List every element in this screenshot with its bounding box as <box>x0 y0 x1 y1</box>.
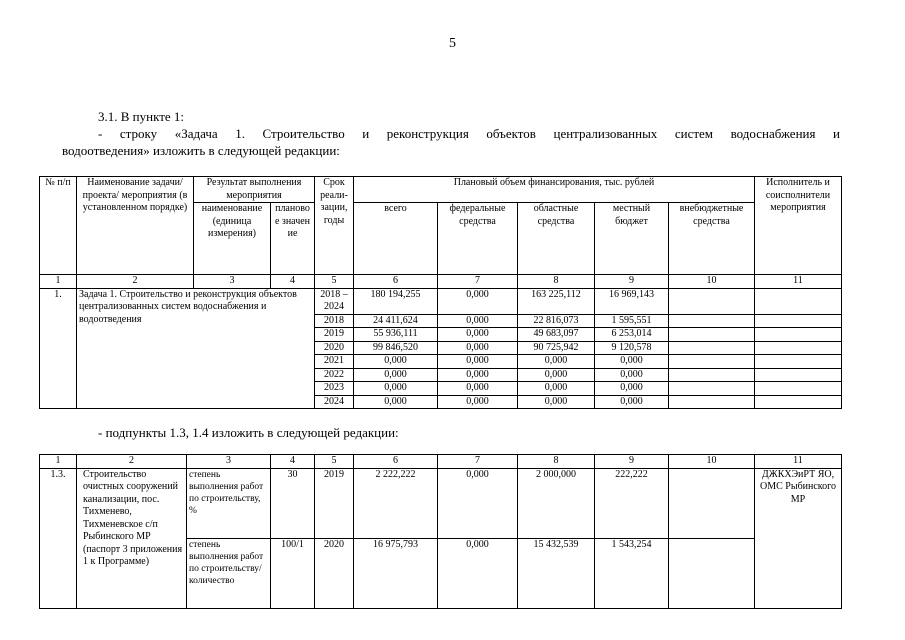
extra-cell <box>669 395 755 409</box>
col-number: 8 <box>518 455 595 469</box>
header-num: № п/п <box>40 177 77 275</box>
term-cell: 2020 <box>315 538 354 608</box>
table-row <box>40 288 842 314</box>
local-cell: 16 969,143 <box>595 288 669 314</box>
col-number: 3 <box>194 275 271 289</box>
planned-value-cell: 30 <box>271 468 315 538</box>
executor-cell <box>755 382 842 396</box>
federal-cell: 0,000 <box>438 314 518 328</box>
total-cell: 55 936,111 <box>354 328 438 342</box>
extra-cell <box>669 355 755 369</box>
regional-cell: 15 432,539 <box>518 538 595 608</box>
regional-cell: 0,000 <box>518 395 595 409</box>
column-number-row <box>40 455 842 469</box>
header-executor: Исполнитель и соисполнители мероприятия <box>755 177 842 275</box>
col-number: 10 <box>669 275 755 289</box>
federal-cell: 0,000 <box>438 328 518 342</box>
total-cell: 99 846,520 <box>354 341 438 355</box>
header-result-name: наименование (единица измерения) <box>194 203 271 275</box>
extra-cell <box>669 382 755 396</box>
indicator-cell: степень выполнения работ по строительству, % <box>187 468 271 538</box>
extra-cell <box>669 538 755 608</box>
term-cell: 2021 <box>315 355 354 369</box>
total-cell: 0,000 <box>354 368 438 382</box>
col-number: 10 <box>669 455 755 469</box>
federal-cell: 0,000 <box>438 368 518 382</box>
header-result-planned: плановое значение <box>271 203 315 275</box>
task-number: 1. <box>40 288 77 409</box>
regional-cell: 22 816,073 <box>518 314 595 328</box>
task-name: Задача 1. Строительство и реконструкция объектов централизованных систем водоснабжения и водоотведения <box>77 288 315 409</box>
col-number: 6 <box>354 455 438 469</box>
header-regional: областные средства <box>518 203 595 275</box>
regional-cell: 0,000 <box>518 368 595 382</box>
local-cell: 0,000 <box>595 382 669 396</box>
col-number: 9 <box>595 275 669 289</box>
regional-cell: 2 000,000 <box>518 468 595 538</box>
table-row <box>40 468 842 538</box>
col-number: 6 <box>354 275 438 289</box>
indicator-cell: степень выполнения работ по строительству/ количество <box>187 538 271 608</box>
regional-cell: 163 225,112 <box>518 288 595 314</box>
regional-cell: 90 725,942 <box>518 341 595 355</box>
extra-cell <box>669 341 755 355</box>
federal-cell: 0,000 <box>438 382 518 396</box>
page-number: 5 <box>449 36 456 51</box>
col-number: 11 <box>755 455 842 469</box>
header-federal: федеральные средства <box>438 203 518 275</box>
local-cell: 1 595,551 <box>595 314 669 328</box>
regional-cell: 0,000 <box>518 382 595 396</box>
term-cell: 2019 <box>315 468 354 538</box>
financing-table <box>39 176 842 409</box>
extra-cell <box>669 368 755 382</box>
term-cell: 2020 <box>315 341 354 355</box>
term-cell: 2024 <box>315 395 354 409</box>
federal-cell: 0,000 <box>438 395 518 409</box>
subpoints-text: - подпункты 1.3, 1.4 изложить в следующей редакции: <box>98 425 399 440</box>
header-result: Результат выполнения мероприятия <box>194 177 315 203</box>
intro-line-3: водоотведения» изложить в следующей редакции: <box>62 143 340 158</box>
item-number: 1.3. <box>40 468 77 608</box>
executor-cell <box>755 341 842 355</box>
column-number-row <box>40 275 842 289</box>
term-cell: 2022 <box>315 368 354 382</box>
col-number: 2 <box>77 275 194 289</box>
executor-cell <box>755 395 842 409</box>
local-cell: 6 253,014 <box>595 328 669 342</box>
header-extra: внебюджетные средства <box>669 203 755 275</box>
total-cell: 0,000 <box>354 355 438 369</box>
term-cell: 2019 <box>315 328 354 342</box>
executor-cell <box>755 368 842 382</box>
federal-cell: 0,000 <box>438 538 518 608</box>
col-number: 9 <box>595 455 669 469</box>
planned-value-cell: 100/1 <box>271 538 315 608</box>
local-cell: 0,000 <box>595 368 669 382</box>
term-cell: 2023 <box>315 382 354 396</box>
col-number: 1 <box>40 275 77 289</box>
total-cell: 16 975,793 <box>354 538 438 608</box>
extra-cell <box>669 314 755 328</box>
total-cell: 0,000 <box>354 382 438 396</box>
local-cell: 9 120,578 <box>595 341 669 355</box>
col-number: 4 <box>271 275 315 289</box>
intro-line-1: 3.1. В пункте 1: <box>98 109 185 124</box>
term-cell: 2018 <box>315 314 354 328</box>
intro-line-2: - строку «Задача 1. Строительство и реконструкция объектов централизованных систем водоснабжения и <box>98 126 840 141</box>
col-number: 7 <box>438 455 518 469</box>
col-number: 5 <box>315 455 354 469</box>
total-cell: 24 411,624 <box>354 314 438 328</box>
executor-cell: ДЖКХЭиРТ ЯО, ОМС Рыбинского МР <box>755 468 842 608</box>
total-cell: 2 222,222 <box>354 468 438 538</box>
header-total: всего <box>354 203 438 275</box>
federal-cell: 0,000 <box>438 468 518 538</box>
col-number: 5 <box>315 275 354 289</box>
total-cell: 0,000 <box>354 395 438 409</box>
federal-cell: 0,000 <box>438 288 518 314</box>
total-cell: 180 194,255 <box>354 288 438 314</box>
local-cell: 0,000 <box>595 395 669 409</box>
extra-cell <box>669 288 755 314</box>
executor-cell <box>755 328 842 342</box>
col-number: 2 <box>77 455 187 469</box>
regional-cell: 0,000 <box>518 355 595 369</box>
subpoints-table <box>39 454 842 609</box>
col-number: 8 <box>518 275 595 289</box>
col-number: 4 <box>271 455 315 469</box>
header-name: Наименование задачи/проекта/ мероприятия (в установленном порядке) <box>77 177 194 275</box>
executor-cell <box>755 314 842 328</box>
local-cell: 222,222 <box>595 468 669 538</box>
col-number: 11 <box>755 275 842 289</box>
header-financing: Плановый объем финансирования, тыс. рублей <box>354 177 755 203</box>
header-local: местный бюджет <box>595 203 669 275</box>
local-cell: 0,000 <box>595 355 669 369</box>
extra-cell <box>669 468 755 538</box>
federal-cell: 0,000 <box>438 341 518 355</box>
term-cell: 2018 – 2024 <box>315 288 354 314</box>
col-number: 3 <box>187 455 271 469</box>
executor-cell <box>755 355 842 369</box>
col-number: 7 <box>438 275 518 289</box>
item-name: Строительство очистных сооружений канализации, пос. Тихменево, Тихменевское с/п Рыбинского МР (паспорт 3 приложения 1 к Программе) <box>77 468 187 608</box>
table-header-row <box>40 177 842 203</box>
federal-cell: 0,000 <box>438 355 518 369</box>
header-term: Срок реали-зации, годы <box>315 177 354 275</box>
col-number: 1 <box>40 455 77 469</box>
local-cell: 1 543,254 <box>595 538 669 608</box>
executor-cell <box>755 288 842 314</box>
regional-cell: 49 683,097 <box>518 328 595 342</box>
extra-cell <box>669 328 755 342</box>
